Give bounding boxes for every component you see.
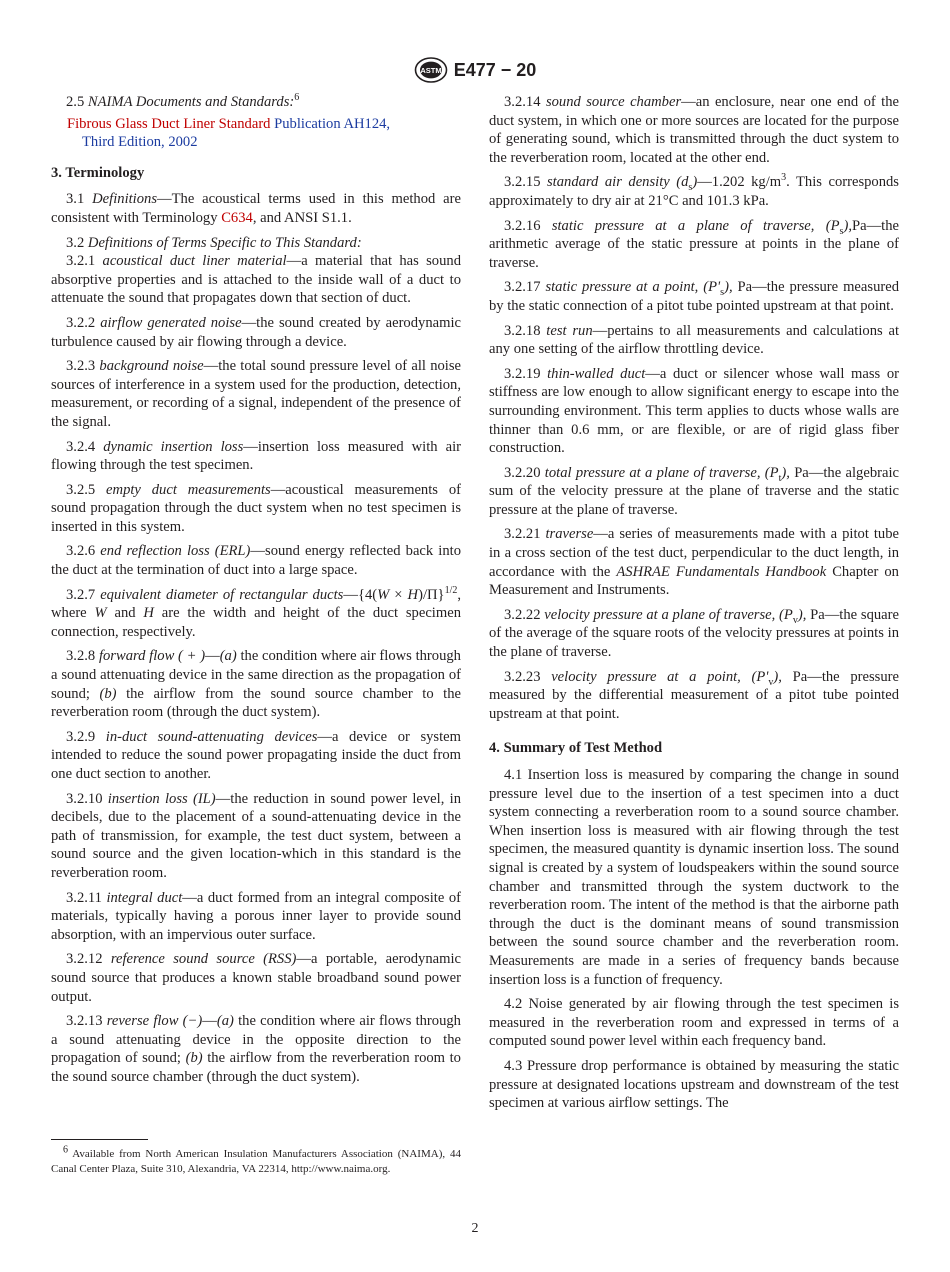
left-column xyxy=(51,93,461,1093)
section-2-5: 2.5 NAIMA Documents and Standards:$^6$ xyxy=(66,92,300,110)
section-3-2-16: 3.2.16 static pressure at a plane of traverse, $(P_s),Pa—the$ arithmetic average of the static pressure at points in the plane of traverse. xyxy=(489,217,899,271)
section-3-2-15: 3.2.15 standard air density $(d_s)—1.202$ $kg/m^3$. This corresponds approximately to dry air at 21°C and 101.3 kPa. xyxy=(489,172,899,209)
section-3-2-9: 3.2.9 in-duct sound-attenuating devices—a device or system intended to reduce the sound power propagating inside the duct from one duct section to another. xyxy=(51,728,461,782)
section-3-2-11: 3.2.11 integral duct—a duct formed from an integral composite of materials, typically having a porous inner layer to provide sound absorption, with an impervious outer surface. xyxy=(51,889,461,943)
section-3-2-2: 3.2.2 airflow generated noise—the sound created by aerodynamic turbulence caused by air flowing through a device. xyxy=(51,314,461,350)
section-3-2-20: 3.2.20 total pressure at a plane of traverse, $(P_t)$, Pa—the algebraic sum of the velocity pressure at the plane of traverse and the static pressure at the plane of traverse. xyxy=(489,464,899,518)
section-3-2-8: 3.2.8 forward flow ( + )—(a) the condition where air flows through a sound attenuating device in the same direction as the propagation of sound; (b) the airflow from the sound source chamber to the reverberation room (through the duct system). xyxy=(51,648,462,721)
section-3-2-14: 3.2.14 sound source chamber—an enclosure, near one end of the duct system, in which one or more sources are located for the purpose of generating sound, which is transmitted through the duct system to the reverberation room, located at the other end. xyxy=(489,94,899,166)
section-heading-terminology: 3. Terminology xyxy=(51,164,145,181)
footnote-divider xyxy=(51,1139,148,1140)
astm-logo-icon xyxy=(414,57,448,83)
naima-reference: Fibrous Glass Duct Liner Standard Publication AH124, Third Edition, 2002 xyxy=(67,115,391,151)
section-3-2: 3.2 Definitions of Terms Specific to This Standard: xyxy=(66,234,362,251)
section-3-2-23: 3.2.23 velocity pressure at a point, $(P'_v)$, Pa—the pressure measured by the differential measurement of a pitot tube pointed upstream at that point. xyxy=(489,668,899,722)
section-3-2-13: 3.2.13 reverse flow (−)—(a) the condition where air flows through a sound attenuating device in the opposite direction to the propagation of sound; (b) the airflow from the reverberation room to the sound source chamber (through the duct system). xyxy=(51,1013,461,1085)
section-3-2-12: 3.2.12 reference sound source (RSS)—a portable, aerodynamic sound source that produces a known stable broadband sound power output. xyxy=(51,951,461,1005)
section-3-2-5: 3.2.5 empty duct measurements—acoustical measurements of sound propagation through the duct system when no test specimen is inserted in this system. xyxy=(51,481,461,535)
section-3-2-22: 3.2.22 velocity pressure at a plane of traverse, $(P_v)$, Pa—the square of the average of the square roots of the velocity pressures at points in the plane of traverse. xyxy=(489,606,899,661)
section-3-2-21: 3.2.21 traverse—a series of measurements made with a pitot tube in a cross section of the test duct, perpendicular to the duct length, in accordance with the ASHRAE Fundamentals Handbook Chapter on Measurement and Instruments. xyxy=(489,526,899,599)
section-4-1: 4.1 Insertion loss is measured by comparing the change in sound pressure level due to the insertion of a test specimen into a duct system connecting a reverberation room to a sound source chamber. When insertion loss is measured with air flowing through the test specimen, the measured quantity is dynamic insertion loss. The sound signal is created by a system of loudspeakers within the sound source chamber and transmitted through the system ductwork to the reverberation room. The intent of the method is that the airborne path through the duct is the dominant means of sound transmission between the sound source chamber and the reverberation room. Measurements are made in a series of frequency bands because insertion loss is a function of frequency. xyxy=(489,767,899,988)
section-3-2-10: 3.2.10 insertion loss (IL)—the reduction in sound power level, in decibels, due to the placement of a sound-attenuating device in the path of transmission, for example, the test duct system, between a sound source and the given location-which in this standard is the reverberation room. xyxy=(51,790,461,881)
section-heading-summary: 4. Summary of Test Method xyxy=(489,740,663,757)
section-3-2-4: 3.2.4 dynamic insertion loss—insertion loss measured with air flowing through the test specimen. xyxy=(51,438,461,474)
section-3-2-3: 3.2.3 background noise—the total sound pressure level of all noise sources of interference in a system used for the production, detection, measurement, or recording of a signal, independent of the presence of the signal. xyxy=(51,358,462,430)
section-4-2: 4.2 Noise generated by air flowing through the test specimen is measured in the reverberation room and expressed in terms of a computed sound power level within each frequency band. xyxy=(489,996,899,1050)
c634-link[interactable]: C634 xyxy=(221,209,253,226)
standard-designation: E477 − 20 xyxy=(453,59,537,80)
svg-text:ASTM: ASTM xyxy=(420,66,442,75)
section-3-2-19: 3.2.19 thin-walled duct—a duct or silencer whose wall mass or stiffness are low enough to allow significant energy to escape into the surrounding environment. This term applies to ducts whose walls are thinner than 0.6 mm, or are flexible, or are of rigid glass fiber construction. xyxy=(489,365,899,457)
section-3-1: 3.1 Definitions—The acoustical terms used in this method are consistent with Terminology C634, and ANSI S1.1. xyxy=(51,191,461,226)
section-3-2-1: 3.2.1 acoustical duct liner material—a material that has sound absorptive properties and is attached to the inside wall of a duct to attenuate the sound that propagates down that section of duct. xyxy=(51,253,461,307)
page-header xyxy=(0,57,950,83)
page-number: 2 xyxy=(471,1221,479,1236)
footnote: $^6$ Available from North American Insulation Manufacturers Association (NAIMA), 44 Canal Center Plaza, Suite 310, Alexandria, VA 22314, http://www.naima.org. xyxy=(51,1144,461,1175)
section-3-2-17: 3.2.17 static pressure at a point, $(P'_s)$, Pa—the pressure measured by the static connection of a pitot tube pointed upstream at that point. xyxy=(489,279,900,314)
section-3-2-6: 3.2.6 end reflection loss (ERL)—sound energy reflected back into the duct at the termination of duct into a large space. xyxy=(51,543,461,579)
section-3-2-18: 3.2.18 test run—pertains to all measurements and calculations at any one setting of the airflow throttling device. xyxy=(489,322,900,358)
section-4-3: 4.3 Pressure drop performance is obtained by measuring the static pressure at designated locations upstream and downstream of the test specimen at various airflow settings. The xyxy=(489,1057,899,1112)
section-3-2-7: 3.2.7 equivalent diameter of rectangular ducts—{4(W × H)/Π}$^{1/2}$, where W and H are the width and height of the duct specimen connection, respectively. xyxy=(51,584,461,640)
right-column xyxy=(489,93,899,1119)
naima-publication-link[interactable]: Publication AH124, xyxy=(274,115,391,132)
naima-reference-link[interactable]: Fibrous Glass Duct Liner Standard xyxy=(67,115,271,132)
